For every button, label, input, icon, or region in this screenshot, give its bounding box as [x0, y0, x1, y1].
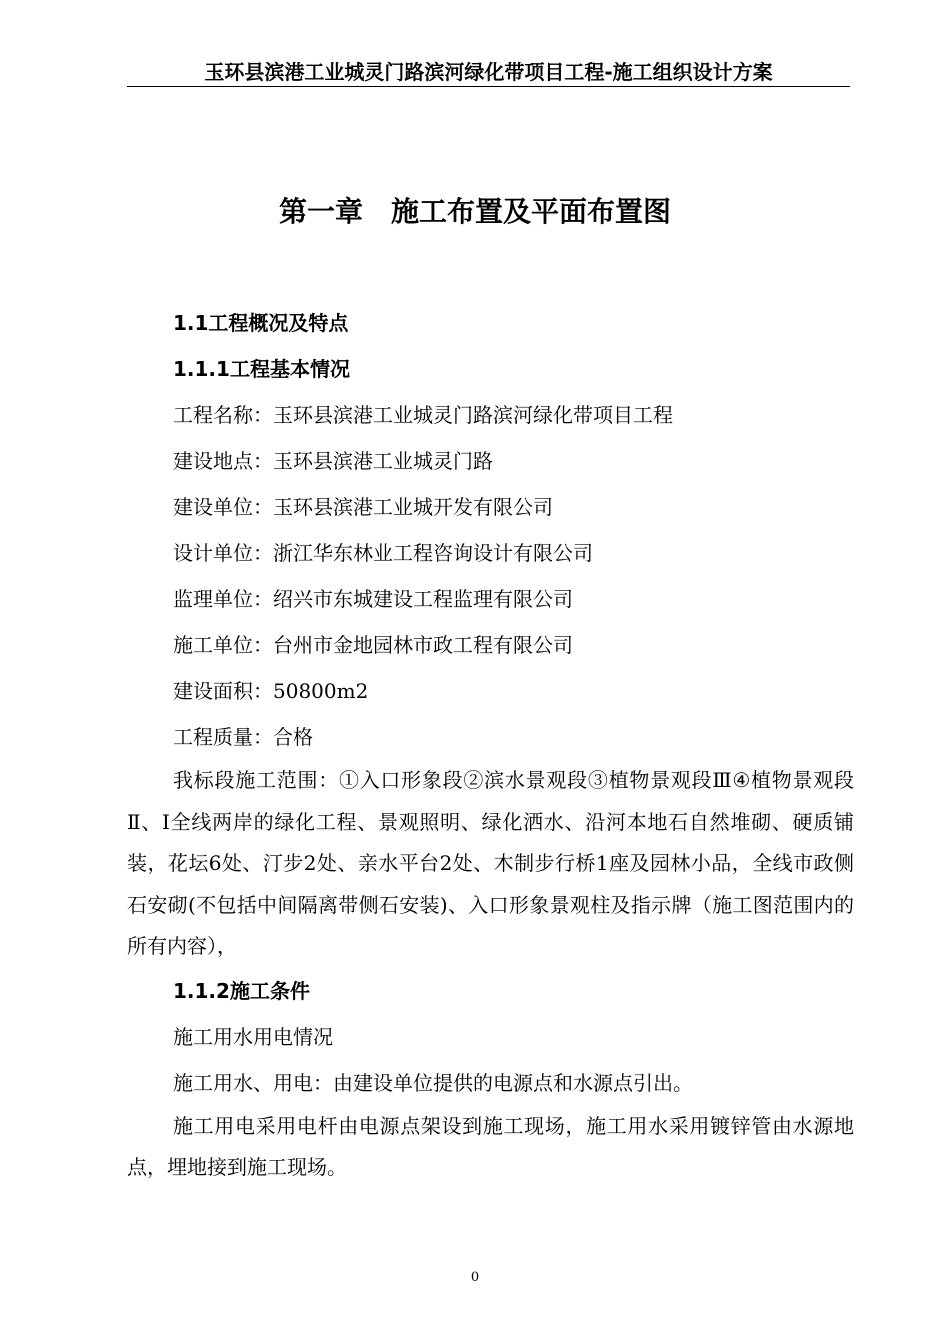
utilities-subtitle: 施工用水用电情况	[173, 1024, 333, 1049]
page-number: 0	[470, 1270, 480, 1285]
document-body	[127, 300, 854, 1189]
utilities-paragraph-2: 施工用电采用电杆由电源点架设到施工现场，施工用水采用镀锌管由水源地点，埋地接到施工现场。	[127, 1113, 854, 1179]
page-header	[127, 58, 850, 87]
section-heading-1-1-2: 1.1.2施工条件	[173, 978, 310, 1003]
section-heading-1-1: 1.1工程概况及特点	[173, 311, 349, 335]
designer-line: 设计单位：浙江华东林业工程咨询设计有限公司	[173, 541, 593, 565]
supervisor-line: 监理单位：绍兴市东城建设工程监理有限公司	[173, 587, 573, 611]
utilities-paragraph-1: 施工用水、用电：由建设单位提供的电源点和水源点引出。	[173, 1070, 693, 1095]
chapter-title: 第一章 施工布置及平面布置图	[278, 195, 671, 228]
contractor-line: 施工单位：台州市金地园林市政工程有限公司	[173, 633, 573, 657]
header-title: 玉环县滨港工业城灵门路滨河绿化带项目工程-施工组织设计方案	[204, 60, 773, 84]
location-line: 建设地点：玉环县滨港工业城灵门路	[173, 449, 493, 473]
owner-line: 建设单位：玉环县滨港工业城开发有限公司	[173, 495, 553, 519]
section-heading-1-1-1: 1.1.1工程基本情况	[173, 357, 350, 381]
scope-paragraph: 我标段施工范围：①入口形象段②滨水景观段③植物景观段Ⅲ④植物景观段Ⅱ、Ⅰ全线两岸的绿化工程、景观照明、绿化洒水、沿河本地石自然堆砌、硬质铺装，花坛6处、汀步2处、亲水平台2处、木制步行桥1座及园林小品，全线市政侧石安砌(不包括中间隔离带侧石安装)、入口形象景观柱及指示牌（施工图范围内的所有内容），	[127, 768, 854, 958]
quality-line: 工程质量：合格	[173, 725, 313, 749]
area-line: 建设面积：50800m2	[173, 679, 369, 703]
project-name-line: 工程名称：玉环县滨港工业城灵门路滨河绿化带项目工程	[173, 403, 673, 427]
